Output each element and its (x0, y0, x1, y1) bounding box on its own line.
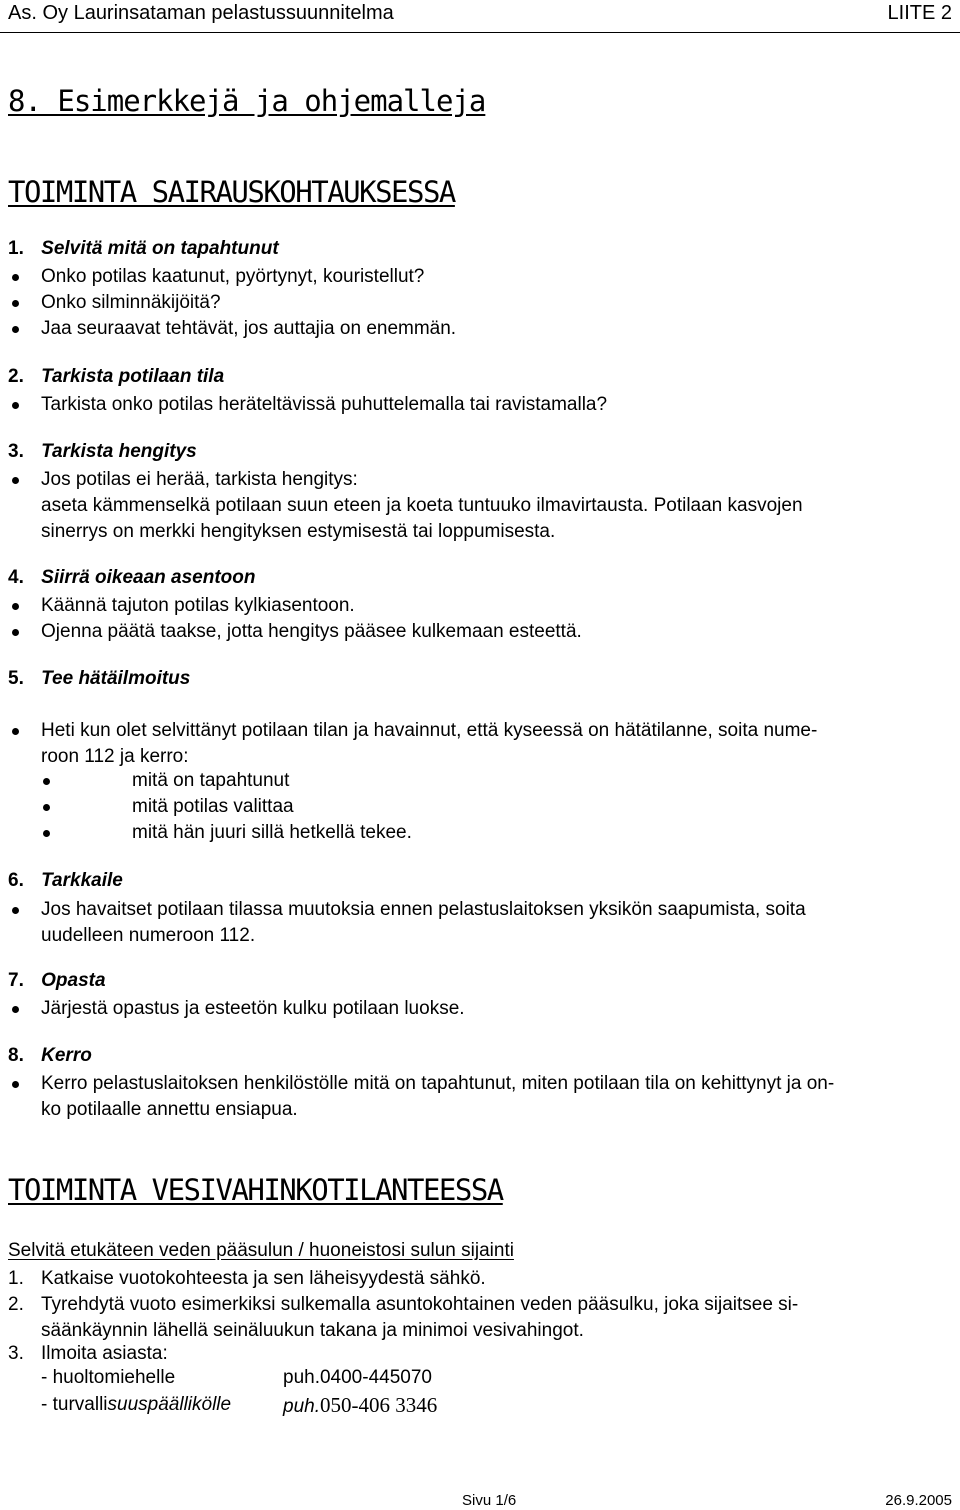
paragraph-line: ko potilaalle annettu ensiapua. (41, 1099, 298, 1120)
contact-phone: puh.0400-445070 (283, 1367, 432, 1388)
step-2-heading (8, 366, 224, 388)
list-item: Jos havaitset potilaan tilassa muutoksia ennen pelastuslaitoksen yksikön saapumista, soita (41, 899, 806, 920)
bullet-icon (12, 300, 19, 307)
list-item: Jos potilas ei herää, tarkista hengitys: (41, 469, 358, 490)
list-item: Tarkista onko potilas heräteltävissä puhuttelemalla tai ravistamalla? (41, 394, 608, 415)
contact-label-part: suuspäällikölle (107, 1394, 232, 1415)
bullet-icon (12, 1006, 19, 1013)
paragraph-line: uudelleen numeroon 112. (41, 925, 256, 946)
step-number: 2. (8, 366, 24, 387)
bullet-icon (43, 778, 50, 785)
step-label: Tarkista hengitys (41, 441, 197, 462)
water-damage-title: TOIMINTA VESIVAHINKOTILANTEESSA (8, 1173, 503, 1207)
contact-phone (283, 1392, 437, 1420)
bullet-icon (12, 907, 19, 914)
page-number: Sivu 1/6 (462, 1492, 517, 1509)
contact-label: - huoltomiehelle (41, 1367, 176, 1388)
list-item: Ojenna päätä taakse, jotta hengitys pääsee kulkemaan esteettä. (41, 621, 582, 642)
sub-list-item: mitä potilas valittaa (132, 796, 294, 817)
bullet-icon (12, 402, 19, 409)
document-date: 26.9.2005 (885, 1492, 952, 1509)
paragraph-line: aseta kämmenselkä potilaan suun eteen ja koeta tuntuuko ilmavirtausta. Potilaan kasvojen (41, 495, 803, 516)
step-number: 6. (8, 870, 24, 891)
step-6-heading (8, 870, 123, 892)
bullet-icon (12, 326, 19, 333)
list-number: 2. (8, 1294, 24, 1315)
water-intro: Selvitä etukäteen veden pääsulun / huoneistosi sulun sijainti (8, 1240, 514, 1261)
list-item: Onko potilas kaatunut, pyörtynyt, kouristellut? (41, 266, 425, 287)
list-item: Järjestä opastus ja esteetön kulku potilaan luokse. (41, 998, 465, 1019)
step-label: Tarkkaile (41, 870, 123, 891)
list-item: Ilmoita asiasta: (41, 1343, 168, 1364)
step-label: Tarkista potilaan tila (41, 366, 225, 387)
step-label: Opasta (41, 970, 106, 991)
contact-label (41, 1392, 231, 1418)
step-number: 3. (8, 441, 24, 462)
step-number: 5. (8, 668, 24, 689)
step-label: Selvitä mitä on tapahtunut (41, 238, 279, 259)
step-number: 4. (8, 567, 24, 588)
step-label: Kerro (41, 1045, 92, 1066)
sub-list-item: mitä hän juuri sillä hetkellä tekee. (132, 822, 412, 843)
list-item: Heti kun olet selvittänyt potilaan tilan ja havainnut, että kyseessä on hätätilanne, soita nume- (41, 720, 818, 741)
bullet-icon (12, 477, 19, 484)
contact-label-part: - turvalli (41, 1394, 108, 1415)
contact-phone-part: puh. (283, 1396, 320, 1417)
bullet-icon (12, 629, 19, 636)
paragraph-line: roon 112 ja kerro: (41, 746, 189, 767)
list-item: Kerro pelastuslaitoksen henkilöstölle mitä on tapahtunut, miten potilaan tila on kehittynyt ja on- (41, 1073, 835, 1094)
list-item: Onko silminnäkijöitä? (41, 292, 221, 313)
header-divider (0, 32, 960, 33)
bullet-icon (12, 274, 19, 281)
list-number: 3. (8, 1343, 24, 1364)
step-5-heading (8, 668, 190, 690)
paragraph-line: säänkäynnin lähellä seinäluukun takana ja minimoi vesivahingot. (41, 1320, 584, 1341)
step-4-heading (8, 567, 256, 589)
list-item: Katkaise vuotokohteesta ja sen läheisyydestä sähkö. (41, 1268, 486, 1289)
step-3-heading (8, 441, 197, 463)
sickness-title: TOIMINTA SAIRAUSKOHTAUKSESSA (8, 175, 455, 209)
step-7-heading (8, 970, 106, 992)
step-8-heading (8, 1045, 92, 1067)
paragraph-line: sinerrys on merkki hengityksen estymisestä tai loppumisesta. (41, 521, 556, 542)
list-item: Käännä tajuton potilas kylkiasentoon. (41, 595, 355, 616)
step-number: 7. (8, 970, 24, 991)
document-header-title: As. Oy Laurinsataman pelastussuunnitelma (8, 2, 394, 24)
bullet-icon (43, 804, 50, 811)
bullet-icon (43, 830, 50, 837)
list-item: Jaa seuraavat tehtävät, jos auttajia on enemmän. (41, 318, 457, 339)
step-label: Tee hätäilmoitus (41, 668, 191, 689)
bullet-icon (12, 1081, 19, 1088)
appendix-label: LIITE 2 (887, 2, 952, 24)
section-heading: 8. Esimerkkejä ja ohjemalleja (8, 84, 486, 118)
list-number: 1. (8, 1268, 24, 1289)
step-number: 8. (8, 1045, 24, 1066)
list-item: Tyrehdytä vuoto esimerkiksi sulkemalla asuntokohtainen veden pääsulku, joka sijaitsee si- (41, 1294, 799, 1315)
contact-phone-part: 050-406 3346 (319, 1393, 438, 1417)
step-label: Siirrä oikeaan asentoon (41, 567, 256, 588)
step-1-heading (8, 238, 279, 260)
bullet-icon (12, 728, 19, 735)
step-number: 1. (8, 238, 24, 259)
bullet-icon (12, 603, 19, 610)
sub-list-item: mitä on tapahtunut (132, 770, 290, 791)
